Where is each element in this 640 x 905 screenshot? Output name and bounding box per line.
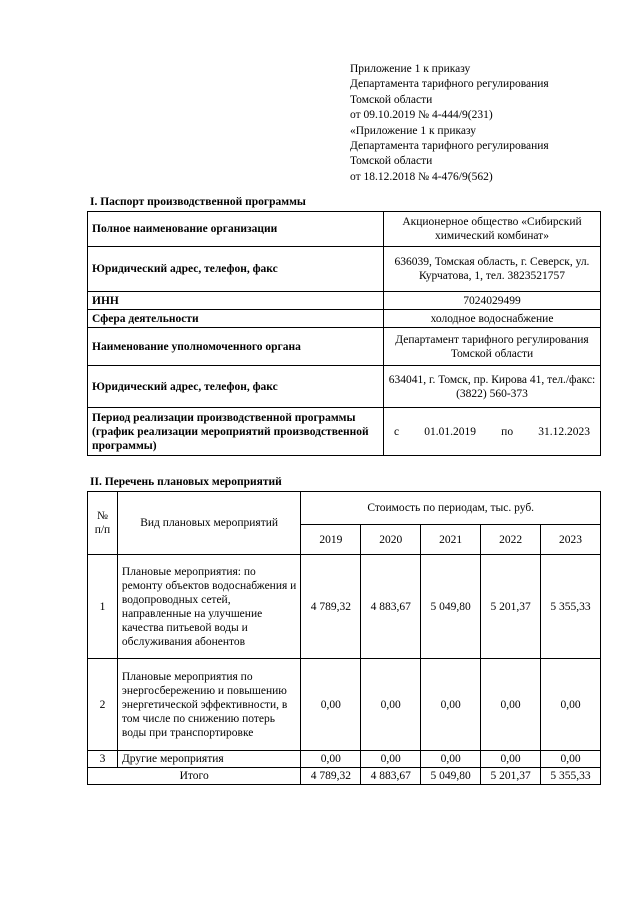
event-row	[88, 555, 601, 659]
period-from-word: с	[394, 425, 400, 438]
annotation-line: Томской области	[350, 155, 433, 168]
passport-label: Юридический адрес, телефон, факс	[88, 247, 384, 292]
year-header: 2021	[421, 525, 481, 555]
event-value: 4 789,32	[301, 555, 361, 659]
period-to-word: по	[501, 425, 514, 438]
event-number: 3	[88, 751, 118, 768]
passport-row	[88, 328, 601, 366]
year-header: 2023	[541, 525, 601, 555]
passport-label: Наименование уполномоченного органа	[88, 328, 384, 366]
passport-row	[88, 212, 601, 247]
annotation-line: Приложение 1 к приказу	[350, 63, 471, 75]
passport-row	[88, 310, 601, 328]
total-value: 4 883,67	[361, 768, 421, 785]
event-name: Плановые мероприятия: по ремонту объектов водоснабжения и водопроводных сетей, направленные на улучшение качества питьевой воды и обслуживания абонентов	[117, 555, 300, 659]
passport-label: Сфера деятельности	[88, 310, 384, 328]
passport-table	[87, 211, 601, 456]
event-number: 1	[88, 555, 118, 659]
period-label: Период реализации производственной программы (график реализации мероприятий производственной программы)	[88, 408, 384, 456]
annotation-line: «Приложение 1 к приказу	[350, 124, 477, 137]
passport-label: Юридический адрес, телефон, факс	[88, 366, 384, 408]
event-value: 4 883,67	[361, 555, 421, 659]
annotation-line: от 09.10.2019 № 4-444/9(231)	[350, 109, 493, 122]
annotation-line: Департамента тарифного регулирования	[350, 78, 549, 91]
event-value: 0,00	[361, 751, 421, 768]
passport-label: ИНН	[88, 292, 384, 310]
total-row	[88, 768, 601, 785]
event-value: 0,00	[481, 659, 541, 751]
col-name-header: Вид плановых мероприятий	[117, 492, 300, 555]
passport-value: Департамент тарифного регулирования Томской области	[384, 328, 601, 366]
event-value: 0,00	[541, 751, 601, 768]
passport-value: холодное водоснабжение	[384, 310, 601, 328]
total-value: 5 049,80	[421, 768, 481, 785]
passport-row	[88, 366, 601, 408]
event-value: 0,00	[301, 751, 361, 768]
section-1-title: I. Паспорт производственной программы	[90, 196, 306, 208]
events-header-row	[88, 492, 601, 525]
event-name: Другие мероприятия	[117, 751, 300, 768]
passport-value: Акционерное общество «Сибирский химический комбинат»	[384, 212, 601, 247]
annotation-line: от 18.12.2018 № 4-476/9(562)	[350, 170, 493, 183]
passport-value: 7024029499	[384, 292, 601, 310]
passport-value: 636039, Томская область, г. Северск, ул. Курчатова, 1, тел. 3823521757	[384, 247, 601, 292]
event-row	[88, 659, 601, 751]
year-header: 2020	[361, 525, 421, 555]
col-cost-header: Стоимость по периодам, тыс. руб.	[301, 492, 601, 525]
period-to-date: 31.12.2023	[538, 425, 590, 438]
passport-row	[88, 247, 601, 292]
annotation-line: Департамента тарифного регулирования	[350, 140, 549, 153]
period-value	[384, 408, 601, 456]
total-value: 4 789,32	[301, 768, 361, 785]
event-value: 5 049,80	[421, 555, 481, 659]
event-value: 5 201,37	[481, 555, 541, 659]
event-value: 5 355,33	[541, 555, 601, 659]
total-value: 5 201,37	[481, 768, 541, 785]
annotation-line: Томской области	[350, 93, 433, 106]
events-table	[87, 491, 601, 785]
event-row	[88, 751, 601, 768]
passport-period-row	[88, 408, 601, 456]
event-value: 0,00	[361, 659, 421, 751]
event-value: 0,00	[421, 751, 481, 768]
event-value: 0,00	[301, 659, 361, 751]
section-2-title: II. Перечень плановых мероприятий	[90, 476, 282, 488]
year-header: 2022	[481, 525, 541, 555]
order-annotation	[350, 62, 549, 185]
event-name: Плановые мероприятия по энергосбережению и повышению энергетической эффективности, в том числе по снижению потерь воды при транспортировке	[117, 659, 300, 751]
period-from-date: 01.01.2019	[424, 425, 477, 438]
event-number: 2	[88, 659, 118, 751]
passport-row	[88, 292, 601, 310]
total-value: 5 355,33	[541, 768, 601, 785]
year-header: 2019	[301, 525, 361, 555]
passport-value: 634041, г. Томск, пр. Кирова 41, тел./факс: (3822) 560-373	[384, 366, 601, 408]
event-value: 0,00	[421, 659, 481, 751]
passport-label: Полное наименование организации	[88, 212, 384, 247]
total-label: Итого	[88, 768, 301, 785]
col-number-header: № п/п	[88, 492, 118, 555]
event-value: 0,00	[481, 751, 541, 768]
event-value: 0,00	[541, 659, 601, 751]
